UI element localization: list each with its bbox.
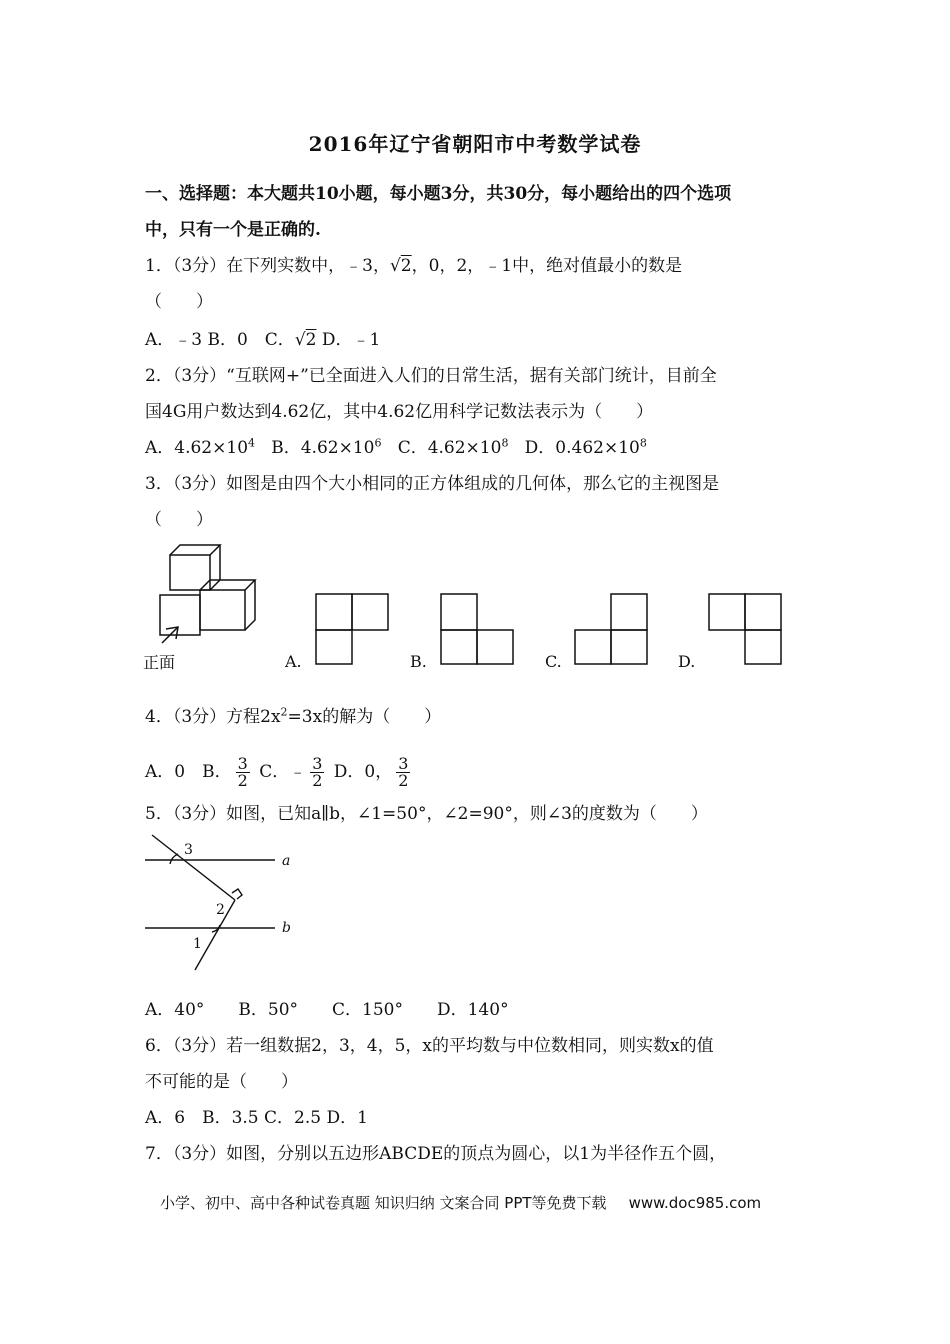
label-a: a <box>282 853 291 869</box>
fraction: $\frac{3}{2}$ <box>237 754 248 790</box>
q3-option-c-figure <box>573 592 653 667</box>
label-3: 3 <box>184 842 193 858</box>
q4-options: A．0 B． $\frac{3}{2}$ C．﹣ $\frac{3}{2}$ D．0， $\frac{3}{2}$ <box>145 754 409 790</box>
q2-options: A．$4.62\times 10^4$ B．$4.62\times 10^6$ C．$4.62\times 10^8$ D．$0.462\times 10^8$ <box>145 436 647 458</box>
q6-stem-line1: 6．（3分）若一组数据2，3，4，5，x的平均数与中位数相同，则实数x的值 <box>145 1036 714 1056</box>
q3-option-c-label: C. <box>545 652 562 671</box>
sqrt-sign: √ <box>389 256 401 276</box>
footer-site-link[interactable]: www.doc985.com <box>628 1194 762 1212</box>
q1-stem-line2: （ ） <box>145 292 213 312</box>
q3-option-a-figure <box>314 592 394 667</box>
label-1: 1 <box>193 936 202 952</box>
footer-text: 小学、初中、高中各种试卷真题 知识归纳 文案合同 PPT等免费下载 <box>160 1194 607 1212</box>
q3-stem-line2: （ ） <box>145 510 213 530</box>
q4-stem: 4．（3分）方程$2x^2=3x$的解为（ ） <box>145 705 442 727</box>
section-heading-line2: 中，只有一个是正确的. <box>145 220 321 240</box>
label-b: b <box>282 920 291 936</box>
sqrt-sign: √ <box>294 330 306 350</box>
fraction: $\frac{3}{2}$ <box>312 754 323 790</box>
q5-options: A．40° B．50° C．150° D．140° <box>145 1000 509 1020</box>
section-heading-line1: 一、选择题：本大题共10小题，每小题3分，共30分，每小题给出的四个选项 <box>145 184 732 204</box>
footer <box>160 1192 761 1213</box>
q3-option-b-label: B. <box>410 652 427 671</box>
q3-option-d-figure <box>707 592 787 667</box>
q3-option-a-label: A. <box>285 652 302 671</box>
q1-options: A．﹣3 B．0 C．√2 D．﹣1 <box>145 330 381 350</box>
q3-option-d-label: D. <box>678 652 696 671</box>
page-title: 2016年辽宁省朝阳市中考数学试卷 <box>308 132 642 156</box>
q6-stem-line2: 不可能的是（ ） <box>145 1072 298 1092</box>
q3-stem-line1: 3．（3分）如图是由四个大小相同的正方体组成的几何体，那么它的主视图是 <box>145 474 720 494</box>
q3-solid-figure <box>140 535 280 660</box>
q1-stem-line1: 1．（3分）在下列实数中，﹣3，√2，0，2，﹣1中，绝对值最小的数是 <box>145 256 683 276</box>
q6-options: A．6 B．3.5 C．2.5 D．1 <box>145 1108 368 1128</box>
q2-stem-line1: 2．（3分）“互联网+”已全面进入人们的日常生活，据有关部门统计，目前全 <box>145 366 717 386</box>
q5-stem: 5．（3分）如图，已知a∥b，∠1=50°，∠2=90°，则∠3的度数为（ ） <box>145 804 708 824</box>
q2-stem-line2: 国4G用户数达到4.62亿，其中4.62亿用科学记数法表示为（ ） <box>145 402 654 422</box>
q3-option-b-figure <box>439 592 519 667</box>
q7-stem-line1: 7．（3分）如图，分别以五边形ABCDE的顶点为圆心，以1为半径作五个圆， <box>145 1144 727 1164</box>
label-2: 2 <box>216 902 225 918</box>
fraction: $\frac{3}{2}$ <box>398 754 409 790</box>
q5-parallel-lines-figure <box>140 830 310 975</box>
front-label: 正面 <box>143 653 176 672</box>
